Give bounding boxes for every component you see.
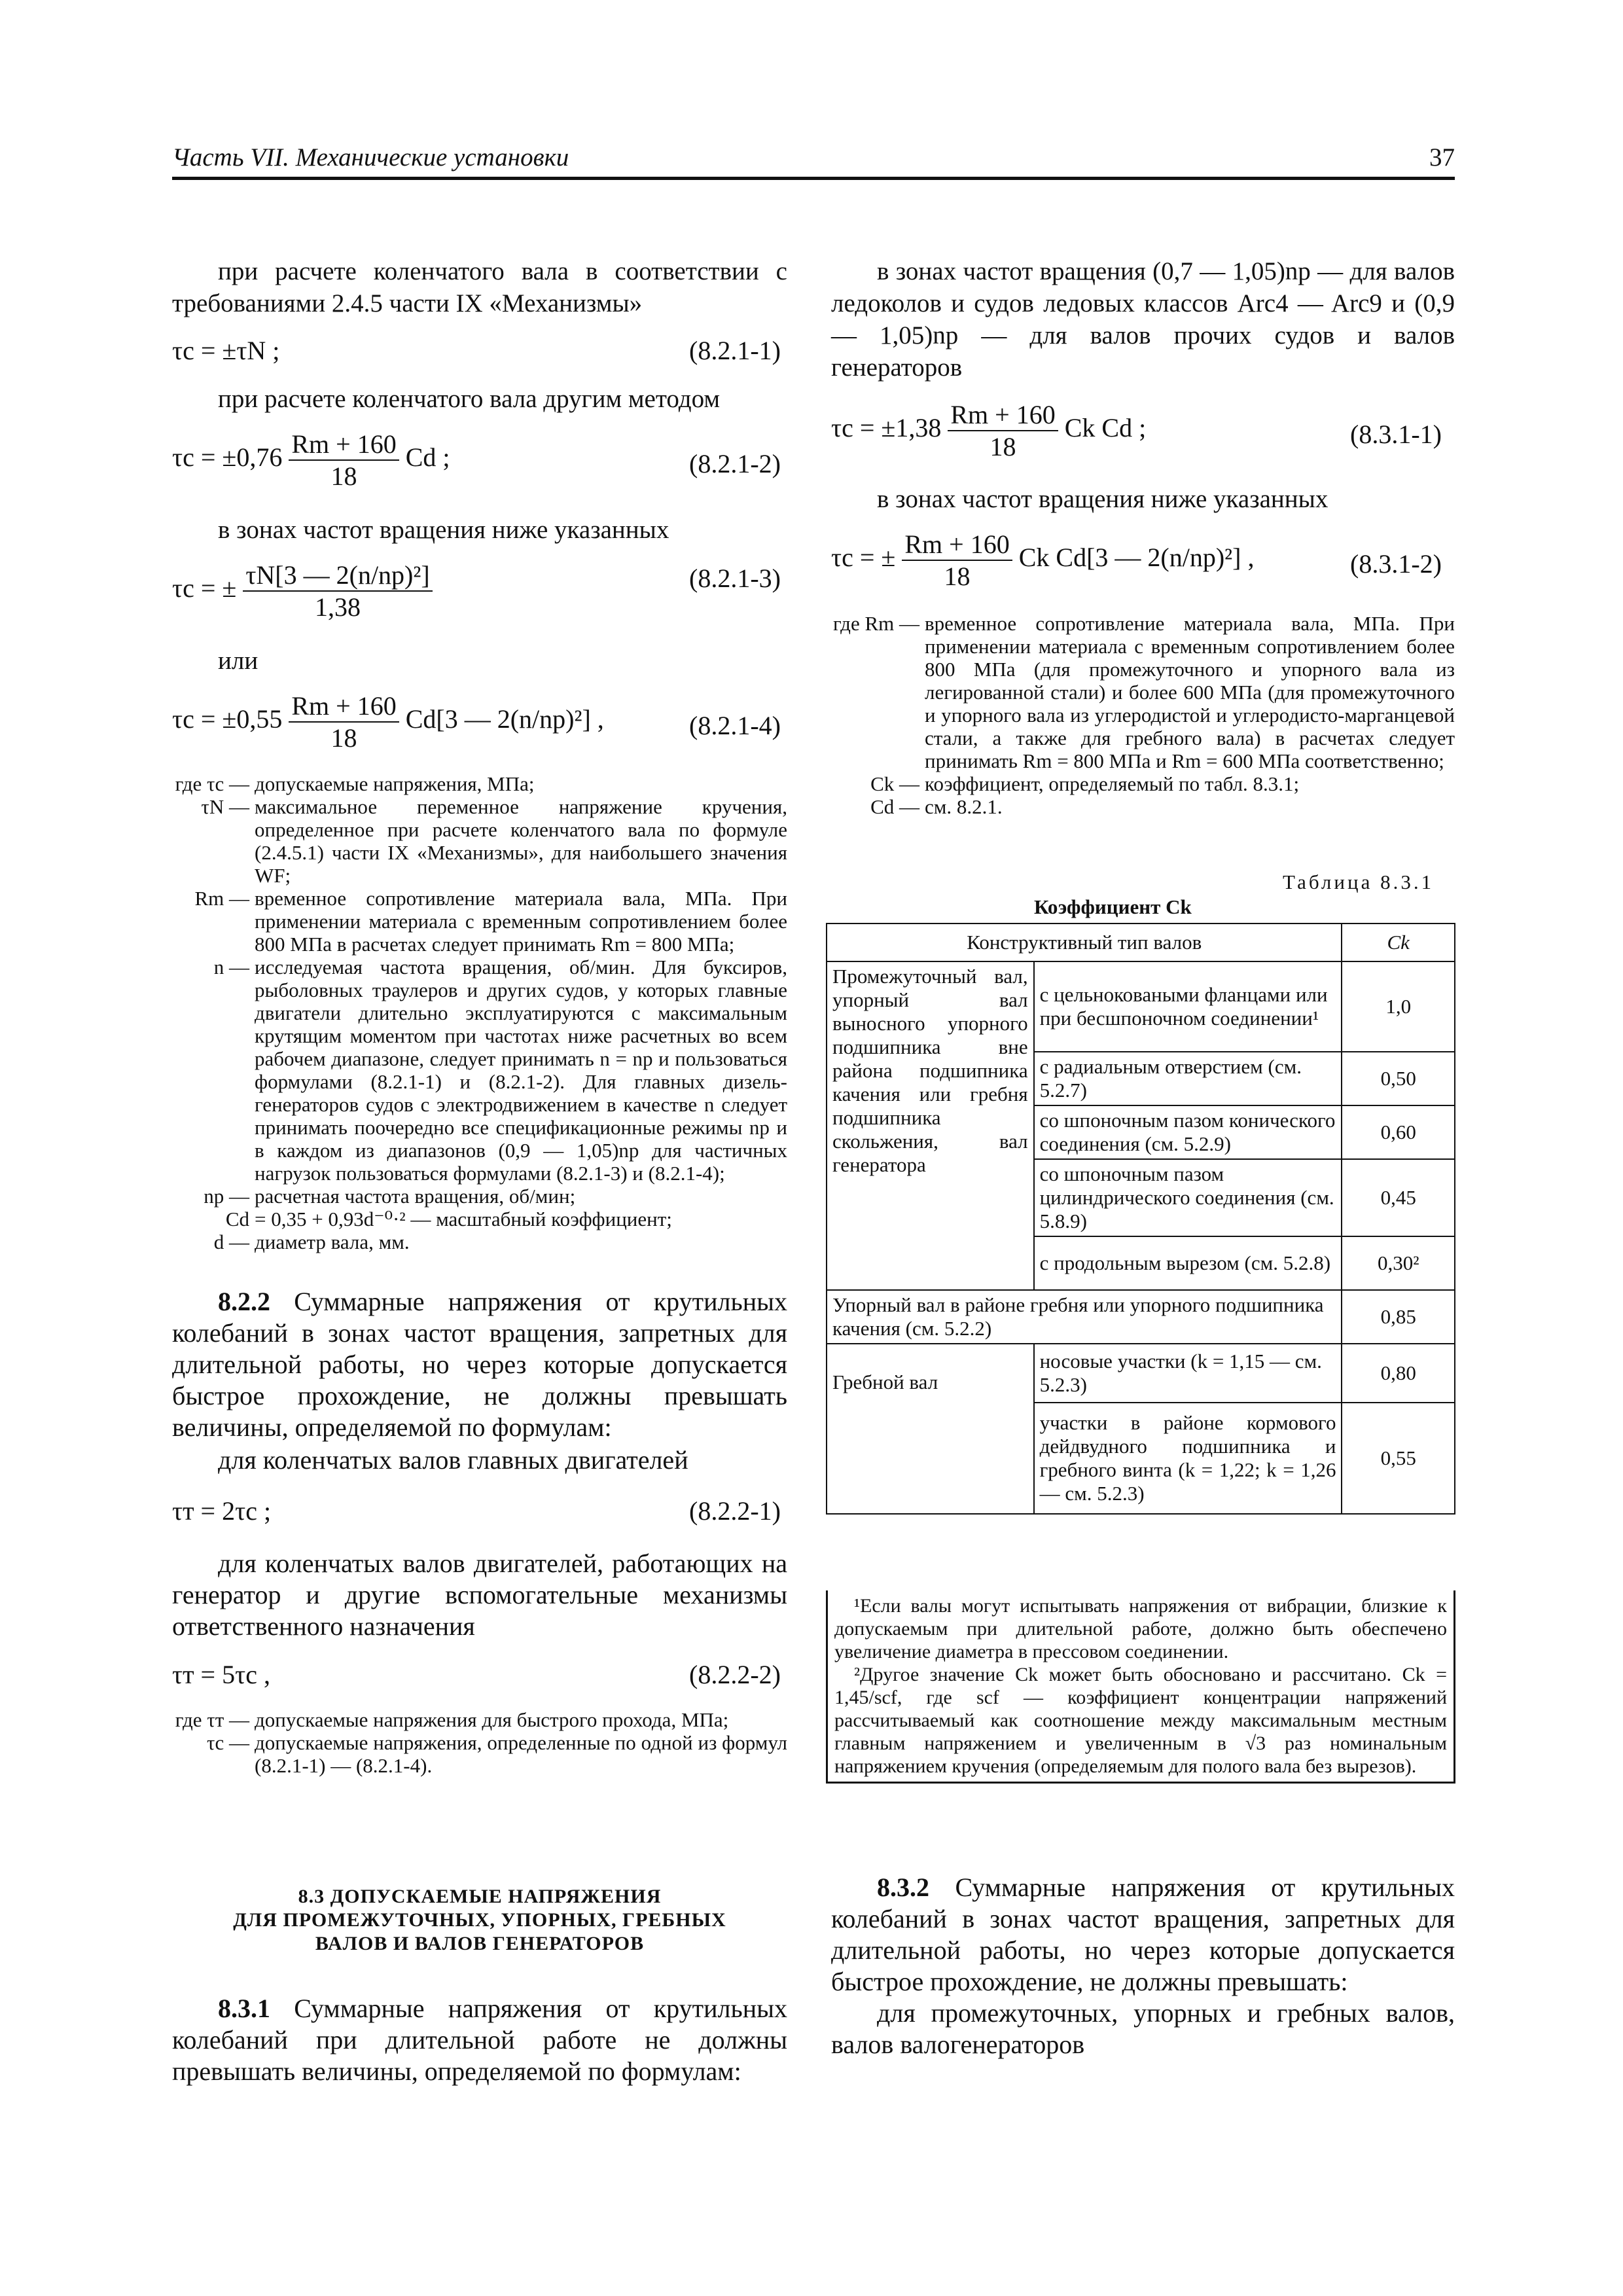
- where-item: τc — допускаемые напряжения, определенные по одной из формул (8.2.1-1) — (8.2.1-4).: [207, 1731, 787, 1777]
- table-cell: с радиальным отверстием (см. 5.2.7): [1034, 1052, 1342, 1105]
- group-cell: Гребной вал: [827, 1344, 1034, 1514]
- left-para-3: в зонах частот вращения ниже указанных: [218, 516, 669, 544]
- header-rule: [172, 177, 1455, 180]
- table-row: [827, 1290, 1455, 1344]
- group-cell: Промежуточный вал, упорный вал выносного упорного подшипника вне района подшипника качения или гребня подшипника скольжения, вал генератора: [827, 961, 1034, 1290]
- table-row: [827, 1344, 1455, 1403]
- formula-8-2-1-3: τc = ± $\frac{\text{τN[3 — 2(n/nр)²]}}{1,38}$: [172, 560, 433, 622]
- formula-8-3-1-1: τc = ±1,38 $\frac{Rm + 160}{18}$ Ck Cd ;: [831, 400, 1147, 461]
- right-where-list: [831, 612, 1455, 818]
- running-title: Часть VII. Механические установки: [172, 143, 569, 171]
- table-title: Коэффициент Ck: [1034, 895, 1192, 918]
- coefficient-table: [826, 923, 1455, 1515]
- column-header: Ck: [1342, 924, 1455, 961]
- formula-8-2-2-2: τт = 5τc ,: [172, 1660, 270, 1689]
- right-para-1: в зонах частот вращения (0,7 — 1,05)nр — для валов ледоколов и судов ледовых классов Arc4 — Arc9 и (0,9 — 1,05)nр — для валов прочих судов и валов генераторов: [831, 257, 1455, 382]
- table-cell: 0,80: [1342, 1344, 1455, 1403]
- table-cell: со шпоночным пазом цилиндрического соединения (см. 5.8.9): [1034, 1159, 1342, 1236]
- formula-8-3-1-2: τc = ± $\frac{Rm + 160}{18}$ Ck Cd[3 — 2(n/nр)²] ,: [831, 529, 1255, 591]
- fraction: $\frac{Rm + 160}{18}$: [902, 529, 1012, 592]
- formula-8-2-2-1: τт = 2τc ;: [172, 1496, 272, 1526]
- table-cell: 0,50: [1342, 1052, 1455, 1105]
- table-row: [827, 961, 1455, 1052]
- where-item: nр — расчетная частота вращения, об/мин;: [204, 1185, 576, 1208]
- table-cell: носовые участки (k = 1,15 — см. 5.2.3): [1034, 1344, 1342, 1403]
- table-cell: 0,45: [1342, 1159, 1455, 1236]
- table-cell: 1,0: [1342, 961, 1455, 1052]
- where-item: Rm — временное сопротивление материала вала, МПа. При применении материала с временным сопротивлением более 800 МПа в расчетах следует принимать Rm = 800 МПа;: [194, 887, 787, 956]
- table-cell: с цельноковаными фланцами или при бесшпоночном соединении¹: [1034, 961, 1342, 1052]
- formula-8-2-1-2: τc = ±0,76 $\frac{Rm + 160}{18}$ Cd ;: [172, 429, 450, 491]
- fraction: $\frac{Rm + 160}{18}$: [289, 691, 399, 753]
- right-column: [831, 255, 1455, 384]
- formula-number: (8.2.1-4): [689, 711, 781, 740]
- left-where-list: [172, 772, 787, 1253]
- where-item: Ck — коэффициент, определяемый по табл. 8.3.1;: [870, 772, 1300, 795]
- table-cell: 0,85: [1342, 1290, 1455, 1344]
- column-header: Конструктивный тип валов: [827, 924, 1342, 961]
- right-para-2: в зонах частот вращения ниже указанных: [877, 485, 1329, 513]
- page-number: 37: [1429, 143, 1455, 171]
- formula-8-2-1-4: τc = ±0,55 $\frac{Rm + 160}{18}$ Cd[3 — 2(n/nр)²] ,: [172, 691, 604, 753]
- para-8-3-2: 8.3.2 Суммарные напряжения от крутильных колебаний в зонах частот вращения, запретных для длительной работы, но через которые допускается быстрое прохождение, не должны превышать:: [831, 1873, 1455, 1996]
- where-item: Cd = 0,35 + 0,93d⁻⁰·² — масштабный коэффициент;: [225, 1208, 672, 1230]
- table-cell: со шпоночным пазом конического соединения (см. 5.2.9): [1034, 1105, 1342, 1159]
- table-cell: 0,55: [1342, 1403, 1455, 1514]
- formula-8-2-1-1: τc = ±τN ;: [172, 336, 280, 365]
- table-label: Таблица 8.3.1: [1283, 870, 1435, 893]
- left-column: [172, 255, 787, 319]
- formula-number: (8.3.1-2): [1350, 549, 1442, 579]
- footnote-2: ²Другое значение Ck может быть обосновано и рассчитано. Ck = 1,45/scf, где scf — коэффициент концентрации напряжений рассчитываемый как соотношение между максимальным местным главным напряжением и увеличенным в √3 раз номинальным напряжением кручения (определяемым для полого вала без вырезов).: [834, 1664, 1447, 1777]
- table-cell: 0,60: [1342, 1105, 1455, 1159]
- formula-number: (8.2.1-3): [689, 564, 781, 593]
- left-para-6: для коленчатых валов двигателей, работающих на генератор и другие вспомогательные механизмы ответственного назначения: [172, 1549, 787, 1641]
- right-para-3: для промежуточных, упорных и гребных валов, валов валогенераторов: [831, 1998, 1455, 2059]
- section-heading-8-3: 8.3 ДОПУСКАЕМЫЕ НАПРЯЖЕНИЯ ДЛЯ ПРОМЕЖУТОЧНЫХ, УПОРНЫХ, ГРЕБНЫХ ВАЛОВ И ВАЛОВ ГЕНЕРАТОРОВ: [233, 1886, 726, 1954]
- table-cell: Упорный вал в районе гребня или упорного подшипника качения (см. 5.2.2): [827, 1290, 1342, 1344]
- formula-number: (8.2.2-1): [689, 1496, 781, 1526]
- table-cell: 0,30²: [1342, 1236, 1455, 1290]
- where-item: где Rm — временное сопротивление материала вала, МПа. При применении материала с временным сопротивлением более 800 МПа (для промежуточного и упорного вала из легированной стали) и более 600 МПа (для промежуточного и упорного вала из углеродистой и углеродисто-марганцевой стали, а также для гребного вала) в расчетах следует принимать Rm = 800 МПа и Rm = 600 МПа соответственно;: [833, 612, 1455, 772]
- para-8-3-1: 8.3.1 Суммарные напряжения от крутильных колебаний при длительной работе не должны превышать величины, определяемой по формулам:: [172, 1994, 787, 2086]
- para-8-2-2: 8.2.2 Суммарные напряжения от крутильных колебаний в зонах частот вращения, запретных для длительной работы, но через которые допускается быстрое прохождение, не должны превышать величины, определяемой по формулам:: [172, 1287, 787, 1442]
- fraction: $\frac{\text{τN[3 — 2(n/nр)²]}}{1,38}$: [243, 560, 432, 622]
- formula-number: (8.2.2-2): [689, 1660, 781, 1689]
- where-item: τN — максимальное переменное напряжение кручения, определенное при расчете коленчатого вала по формуле (2.4.5.1) части IX «Механизмы», для наибольшего значения WF;: [201, 795, 787, 887]
- where-item: где τc — допускаемые напряжения, МПа;: [175, 772, 535, 795]
- left-para-1: при расчете коленчатого вала в соответствии с требованиями 2.4.5 части IX «Механизмы»: [172, 257, 787, 317]
- where-item: где τт — допускаемые напряжения для быстрого прохода, МПа;: [175, 1708, 729, 1731]
- left-para-4: или: [218, 647, 259, 675]
- table-cell: с продольным вырезом (см. 5.2.8): [1034, 1236, 1342, 1290]
- page-header: [172, 143, 1455, 182]
- left-where-list-2: [172, 1708, 787, 1777]
- left-para-5: для коленчатых валов главных двигателей: [218, 1445, 688, 1475]
- where-item: n — исследуемая частота вращения, об/мин. Для буксиров, рыболовных траулеров и других судов, у которых главные двигатели длительно эксплуатируются с максимальным крутящим моментом при частотах ниже расчетных во всем рабочем диапазоне, следует принимать n = nр и пользоваться формулами (8.2.1-1) и (8.2.1-2). Для главных дизель-генераторов судов с электродвижением в качестве n следует принимать поочередно все спецификационные режимы nр и в каждом из диапазонов (0,9 — 1,05)nр для частичных нагрузок пользоваться формулами (8.2.1-3) и (8.2.1-4);: [213, 956, 787, 1185]
- formula-number: (8.3.1-1): [1350, 420, 1442, 449]
- table-footnotes: [826, 1590, 1455, 1784]
- formula-number: (8.2.1-1): [689, 336, 781, 365]
- where-item: Cd — см. 8.2.1.: [870, 795, 1003, 818]
- section-number: 8.3.1: [218, 1994, 270, 2023]
- formula-number: (8.2.1-2): [689, 449, 781, 478]
- section-number: 8.3.2: [877, 1873, 929, 1902]
- fraction: $\frac{Rm + 160}{18}$: [948, 399, 1058, 462]
- table-header-row: [827, 924, 1455, 961]
- section-number: 8.2.2: [218, 1287, 270, 1316]
- fraction: $\frac{Rm + 160}{18}$: [289, 429, 399, 492]
- table-cell: участки в районе кормового дейдвудного подшипника и гребного винта (k = 1,22; k = 1,26 — см. 5.2.3): [1034, 1403, 1342, 1514]
- left-para-2: при расчете коленчатого вала другим методом: [218, 385, 721, 413]
- where-item: d — диаметр вала, мм.: [213, 1230, 410, 1253]
- footnote-1: ¹Если валы могут испытывать напряжения от вибрации, близкие к допускаемым при длительной работе, должно быть обеспечено увеличение диаметра в прессовом соединении.: [834, 1595, 1447, 1662]
